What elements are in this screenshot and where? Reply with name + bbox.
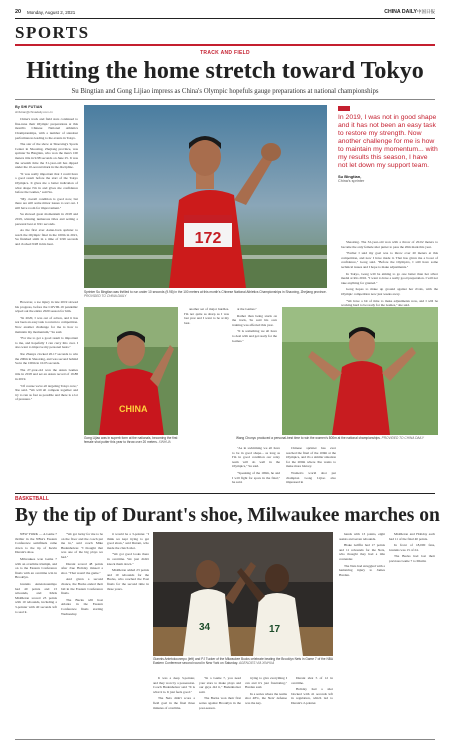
paragraph: The Nets didn't score a field goal in the final three minutes of overtime. [153,696,195,710]
section-divider [15,44,435,46]
photo1-caption [84,290,327,298]
paragraph: In front of 18,000 fans, Giannis was 15 of 24. [389,543,435,552]
photo1-credit: PROVIDED TO CHINA DAILY [84,294,127,299]
story1-column-3 [232,307,277,345]
story1-deck: Su Bingtian and Gong Lijiao impress as China's Olympic hopefuls gauge preparations at national championships [71,88,379,95]
paragraph: "As in swimming we all have to be in good shape... as long as I'm in good condition our relay team will do well in the Olympics," Su said. [232,446,280,469]
story2-column-2 [61,532,103,618]
header-divider [15,18,435,19]
quote-mark-icon [338,106,350,111]
story2-kicker: BASKETBALL [15,496,49,502]
paragraph: "We got good looks there in overtime. We just didn't knock them down." [107,552,149,566]
quote-text: In 2019, I was not in good shape and it has not been an easy task to restore my strength. Now another challenge for me is how to maintain my momentum... with my results this season, I have not let down my support team. [338,114,438,169]
paragraph: Blake Griffin had 17 points and 11 rebounds for the Nets, who thought they had a title contender. [339,543,385,561]
svg-text:CHINA: CHINA [119,404,148,414]
paragraph: The 27-year-old won the Asian Games title in 2018 and set an Asian record of 19.88 in 2019. [15,367,78,381]
story2-photo-caption [153,657,333,665]
paragraph: Shaoxing. The 32-year-old won with a throw of 20.02 meters to become the only female shot putter to pass the 20m mark this year. [341,240,438,249]
photo2-credit: XINHUA [158,440,171,445]
paragraph: Milwaukee won Game 7 with an overtime triumph, and on to the Eastern Conference finals with an overtime win in Brooklyn. [15,556,57,580]
paragraph: "In a Game 7, you need your stars to make plays and our guys did it," Budenholzer said. [199,676,241,694]
photo2-caption [84,436,178,444]
paragraph: And given a second chance, the Bucks ended their bid in the Eastern Conference finals. [61,577,103,596]
photo3-credit: PROVIDED TO CHINA DAILY [381,436,425,440]
masthead-name: CHINA DAILY [384,9,417,15]
story2-headline: By the tip of Durant's shoe, Milwaukee marches on [15,505,440,526]
story1-column-2b [184,307,229,327]
story2-column-7 [291,676,333,708]
paragraph: at the Games." [237,307,257,311]
paragraph: NEW YORK — A Game 7 thriller in the NBA's Eastern Conference semifinals came down to the tip of Kevin Durant's shoe. [15,532,57,555]
story2-column-5 [199,676,241,712]
paragraph: The Bucks will host Atlanta in the Eastern Conference finals starting Wednesday. [61,597,103,616]
quote-attribution-role: China's sprinter [338,179,365,183]
story2-column-9 [389,532,435,566]
story2-column-3 [107,532,149,593]
story2-divider [15,493,435,494]
paragraph: It was a deep 3-pointer, and they won by a possession. Coach Budenholzer said "It is what it is. It just feels good." [153,676,195,694]
paragraph: "Of course we're all targeting Tokyo now," Xie said. "We will all compete together and try to run as fast as possible and there is a lot of pressure." [15,383,78,402]
paragraph: "Earlier I said my goal was to throw over 20 meters at this competition, and now I have made it. That has given me a boost of confidence," Gong said. "Before the Olympics, I still have some technical issues and I hope to make adjustments." [341,251,438,269]
paragraph: Middleton added 23 points and 10 rebounds for the Bucks, who reached the East finals for the second time in three years. [107,568,149,591]
paragraph: "It was really important that I could have a good result before the start of the Tokyo Olympics. It gives me a better indication of what shape I'm in and gives me confidence before the Games," said Su. [15,171,78,195]
paragraph: another set of major hurdles. I'm not quite as sharp as I was last year and I want to be at my best. [184,307,229,325]
paragraph: Xie Zhenye clocked 20.17 seconds to win the 200m in Shaoxing, and was second behind Su in the 100m in 10.05 seconds. [15,351,78,366]
paragraph: The Bucks had lost their previous Game 7 to Miami. [389,554,435,563]
paragraph: it would be a 3-pointer. "I think we kept trying to get good shots," said Durant, who made the clutch shot. [107,532,149,550]
story1-column-1b [15,300,78,404]
paragraph: hands with 13 points, eight assists and seven rebounds. [339,532,385,541]
paragraph: In Tokyo, Gong will be aiming to go one better than her silver medal at Rio 2016. "I want to have a really good preparation. I will not take anything for granted." [341,271,438,285]
story2-column-8 [339,532,385,579]
paragraph: As the first ever Asian-born sprinter to reach the Olympic final in the 100m in 2021, Su finished sixth in a time of 9.99 seconds and clocked 9.98 in his heat. [15,228,78,247]
story1-column-1 [15,105,78,249]
story1-column-4b [286,446,336,487]
svg-text:17: 17 [269,624,281,635]
page-date: Monday, August 2, 2021 [27,9,76,15]
paragraph: Chinese sprinter has ever reached the final of the 100m at the Olympics, and it's a similar situation for the 200m where Xie wants to make more history. [286,446,336,469]
paragraph: "We got lucky for me to be on the floor and the coach put me in," said coach Mike Budenholzer. "I thought that was one of the big plays we had." [61,532,103,559]
photo3-caption [236,436,438,440]
story2-column-1 [15,532,57,616]
story1-kicker: TRACK AND FIELD [200,50,250,56]
quote-attribution-name: Su Bingtian, [338,174,362,179]
paragraph: Durant scored 48 points after Jrue Holiday missed a shot. "That wasn't the game." [61,561,103,575]
pull-quote [338,106,438,233]
paragraph: China's track and field stars continued to fine-tune their Olympic preparations at this month's Chinese National Athletics Championships, with a number of standout performances leading to the events in Tokyo. [15,117,78,140]
story1-column-3c [232,446,280,487]
story2-photo-credit: AGENCIES VIA XINHUA [238,661,275,666]
photo2-caption-text: Gong Lijiao was in superb form at the nationals, becoming the first female shot putter this year to throw over 20 meters. [84,436,178,445]
byline: By SHI FUTIAN [15,105,43,109]
story2-column-6 [245,676,287,708]
paragraph: "In 2020, I was out of action, and it has not been an easy task to return to competition. Now another challenge for me is how to maintain my momentum," Su said. [15,315,78,334]
paragraph: Middleton and Holiday each had 11 of the final 40 points. [389,532,435,541]
paragraph: Rather than being stuck on the track, Su said his own training was affected this year. [232,313,277,327]
paragraph: "It is something we all have to deal with and get ready for the Games." [232,329,277,343]
svg-text:172: 172 [194,230,222,247]
paragraph: Holiday had a shot blocked with 41 seconds left in regulation, which led to Durant's 2-pointer. [291,687,333,705]
photo-bucks-celebration [153,532,333,656]
paragraph: However, a toe injury in late 2019 slowed his progress, before the COVID-19 pandemic wiped out the entire 2020 season for him. [15,300,78,314]
paragraph: Women's world shot put champion Gong Lijiao also impressed in [286,470,336,485]
paragraph: The Bucks won their first series against Brooklyn in the post-season. [199,696,241,710]
paragraph: The star of the show at Shaoxing's Sports Center in Shaoxing, Zhejiang province, was sprinter Su Bingtian, who won the men's 100 meters title in 9.98 seconds on June 25. It was the seventh time the 31-year-old has dipped under the 10-second mark in the discipline. [15,142,78,170]
story2-caption-text: Giannis Antetokounmpo (left) and PJ Tucker of the Milwaukee Bucks celebrate beating the Brooklyn Nets in Game 7 of the NBA Eastern Conference second round in New York on Saturday. [153,657,333,666]
story2-column-4 [153,676,195,712]
paragraph: Durant shot 5 of 12 in overtime. [291,676,333,685]
paragraph: "My overall condition is good now, but there are still some minor issues to sort out. I still have room for improvement." [15,196,78,210]
photo1-caption-text: Sprinter Su Bingtian was thrilled to run under 10 seconds (9.98) in the 100 meters at this month's Chinese National Athletics Championships in Shaoxing, Zhejiang province. [84,290,327,294]
svg-text:34: 34 [199,622,211,633]
paragraph: "For me to get a good result is important to me, and hopefully I can carry this over. I also want to improve my personal bests." [15,336,78,350]
paragraph: Giannis Antetokounmpo had 40 points and 13 rebounds, and Khris Middleton scored 23 points with 10 rebounds, including a 3-pointer with 40 seconds left to seal it. [15,581,57,614]
page-number: 20 [15,9,22,15]
paragraph: In a series where the teams shot 48%, the Nets' defense was the key. [245,691,287,705]
story1-headline: Hitting the home stretch toward Tokyo [26,58,424,84]
photo-wang-chunyu [282,307,438,435]
paragraph: "We have a bit of time to make adjustments now, and I will be working hard to be ready for the Games," she said. [341,298,438,308]
paragraph: The Nets had struggled with a hamstring injury to James Harden. [339,563,385,577]
photo3-caption-text: Wang Chunyu produced a personal-best time to win the women's 800m at the national championships. [236,436,381,440]
paragraph: trying to give everything I can and it's just frustrating," Harden said. [245,676,287,690]
photo-gong-lijiao [84,307,178,435]
paragraph: Gong hopes to make up ground against her rivals, with the Olympic competition now just weeks away. [341,287,438,296]
paragraph: "Speaking of the 100m, he and I will fight for spots in the final," he said. [232,470,280,485]
masthead-cn: 中国日报 [417,9,435,14]
byline-email: shifutian@chinadaily.com.cn [15,109,53,114]
section-title: SPORTS [15,23,90,42]
photo-su-bingtian [84,105,327,288]
paragraph: Su showed great momentum in 2018 and 2019, winning numerous titles and setting a personal best at 9.91 seconds. [15,212,78,226]
